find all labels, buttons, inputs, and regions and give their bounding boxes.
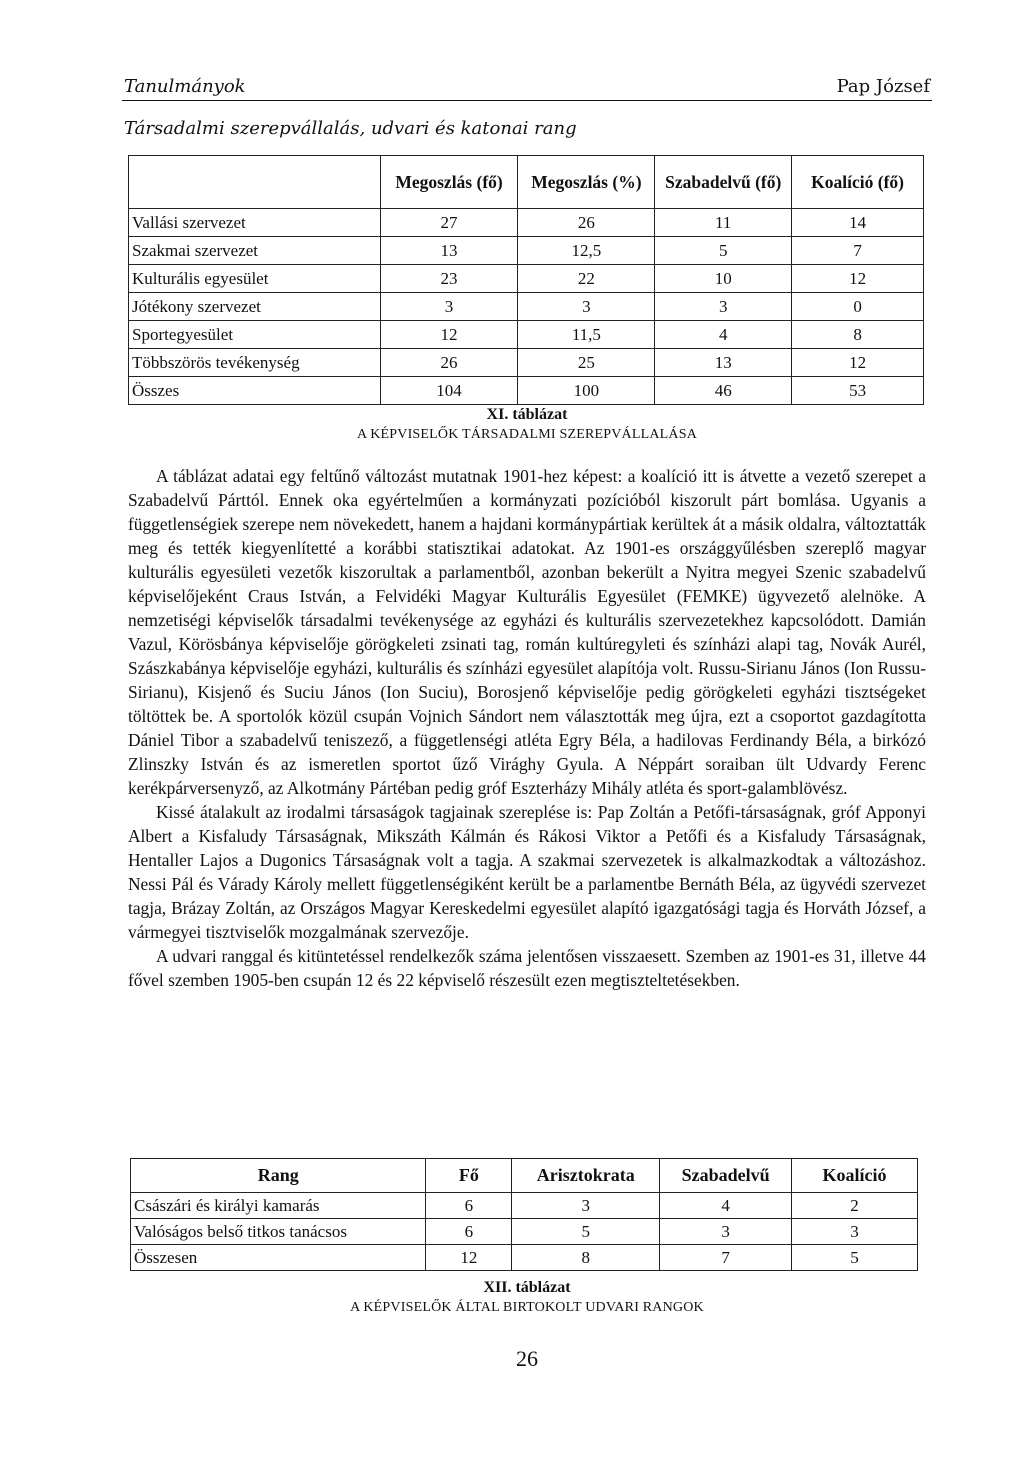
table-row <box>129 321 924 349</box>
table-row <box>129 293 924 321</box>
table-row <box>129 237 924 265</box>
table-header-cell: Megoszlás (fő) <box>380 156 518 209</box>
table-cell: 8 <box>792 321 924 349</box>
table-caption <box>122 1278 932 1318</box>
paragraph: Kissé átalakult az irodalmi társaságok tagjainak szereplése is: Pap Zoltán a Petőfi-társaságnak, gróf Apponyi Albert a Kisfaludy Társaságnak, Mikszáth Kálmán és Rákosi Viktor a Petőfi és a Kisfaludy Társaságnak, Hentaller Lajos a Dugonics Társaságnak volt a tagja. A szakmai szervezetek is alkalmazkodtak a változáshoz. Nessi Pál és Várady Károly mellett függetlenségiként került be a parlamentbe Bernáth Béla, az ügyvédi szervezet tagja, Brázay Zoltán, az Országos Magyar Kereskedelmi egyesület alapító igazgatósági tagja és Horváth József, a vármegyei tisztviselők mozgalmának szervezője. <box>128 802 926 942</box>
table-cell: Összes <box>129 377 381 405</box>
table-row <box>129 349 924 377</box>
table-caption-number: XII. táblázat <box>483 1279 571 1296</box>
table-cell: 4 <box>660 1193 792 1219</box>
table-cell: Vallási szervezet <box>129 209 381 237</box>
running-header-section: Tanulmányok <box>124 76 246 97</box>
table-cell: 104 <box>380 377 518 405</box>
table-cell: 11 <box>655 209 792 237</box>
table-cell: Kulturális egyesület <box>129 265 381 293</box>
table-cell: 46 <box>655 377 792 405</box>
table-cell: 7 <box>792 237 924 265</box>
table-cell: 3 <box>655 293 792 321</box>
table-social-roles <box>128 155 924 405</box>
table-row <box>131 1193 918 1219</box>
table-cell: 12 <box>792 265 924 293</box>
table-cell: 14 <box>792 209 924 237</box>
table-header-cell: Arisztokrata <box>512 1159 660 1193</box>
table-cell: 25 <box>518 349 655 377</box>
table-cell: 27 <box>380 209 518 237</box>
table-cell: 3 <box>380 293 518 321</box>
table-caption-number: XI. táblázat <box>486 406 568 423</box>
section-title: Társadalmi szerepvállalás, udvari és katonai rang <box>124 118 577 139</box>
table-cell: Jótékony szervezet <box>129 293 381 321</box>
table-cell: 13 <box>655 349 792 377</box>
table-cell: 12 <box>380 321 518 349</box>
table-cell: 10 <box>655 265 792 293</box>
table-cell: 3 <box>660 1219 792 1245</box>
table-cell: 26 <box>380 349 518 377</box>
table-header-cell: Megoszlás (%) <box>518 156 655 209</box>
paragraph: A táblázat adatai egy feltűnő változást mutatnak 1901-hez képest: a koalíció itt is átvette a vezető szerepet a Szabadelvű Párttól. Ennek oka egyértelműen a kormányzati pozícióból kiszorult párt bomlása. Ugyanis a függetlenségiek szerepe nem növekedett, hanem a hajdani kormánypártiak kerültek át a másik oldalra, változtatták meg és tették kiegyenlítetté a korábbi statisztikai adatokat. Az 1901-es országgyűlésben szereplő magyar kulturális egyesületi vezetők kiszorultak a parlamentből, azonban bekerült a Nyitra megyei Szenic szabadelvű képviselőjeként Craus István, a Felvidéki Magyar Kulturális Egyesület (FEMKE) ügyvezető alelnöke. A nemzetiségi képviselők társadalmi tevékenysége az egyházi és kulturális szervezetekhez kapcsolódott. Damián Vazul, Körösbánya képviselője görögkeleti zsinati tag, román kultúregyleti és színházi alapi tag, Novák Aurél, Szászkabánya képviselője egyházi, kulturális és színházi egyesület alapítója volt. Russu-Sirianu János (Ion Russu-Sirianu), Kisjenő és Suciu János (Ion Suciu), Borosjenő képviselője pedig görögkeleti egyházi tisztségeket töltöttek be. A sportolók közül csupán Vojnich Sándort nem választották meg újra, ezt a csoportot gazdagította Dániel Tibor a szabadelvű teniszező, a függetlenségi atléta Egry Béla, a hadilovas Ferdinandy Béla, a birkózó Zlinszky István és az ismeretlen sportot űző Virághy Gyula. A Néppárt soraiban ült Udvardy Ferenc kerékpárversenyző, az Alkotmány Pártéban pedig gróf Eszterházy Mihály atléta és sport-galamblövész. <box>128 466 926 798</box>
table-cell: Szakmai szervezet <box>129 237 381 265</box>
table-cell: 3 <box>518 293 655 321</box>
table-header-cell <box>129 156 381 209</box>
table-cell: 6 <box>426 1193 512 1219</box>
table-cell: Többszörös tevékenység <box>129 349 381 377</box>
table-cell: Összesen <box>131 1245 426 1271</box>
paragraph: A udvari ranggal és kitüntetéssel rendelkezők száma jelentősen visszaesett. Szemben az 1901-es 31, illetve 44 fővel szemben 1905-ben csupán 12 és 22 képviselő részesült ezen megtiszteltetésekben. <box>128 946 926 990</box>
table-cell: Valóságos belső titkos tanácsos <box>131 1219 426 1245</box>
running-header-author: Pap József <box>836 76 930 97</box>
table-row <box>129 209 924 237</box>
table-cell: 5 <box>792 1245 918 1271</box>
table-header-cell: Koalíció <box>792 1159 918 1193</box>
table-cell: 5 <box>655 237 792 265</box>
table-caption-title: A KÉPVISELŐK ÁLTAL BIRTOKOLT UDVARI RANGOK <box>350 1300 704 1315</box>
table-row-total <box>129 377 924 405</box>
table-cell: 53 <box>792 377 924 405</box>
running-header <box>122 76 932 101</box>
table-cell: 7 <box>660 1245 792 1271</box>
table-cell: 26 <box>518 209 655 237</box>
body-text <box>128 464 926 992</box>
table-header-cell: Koalíció (fő) <box>792 156 924 209</box>
table-header-cell: Rang <box>131 1159 426 1193</box>
table-cell: 13 <box>380 237 518 265</box>
table-header-cell: Szabadelvű <box>660 1159 792 1193</box>
table-caption <box>122 405 932 445</box>
table-cell: 23 <box>380 265 518 293</box>
table-cell: Császári és királyi kamarás <box>131 1193 426 1219</box>
table-cell: Sportegyesület <box>129 321 381 349</box>
table-header-cell: Szabadelvű (fő) <box>655 156 792 209</box>
table-header-row <box>131 1159 918 1193</box>
table-cell: 6 <box>426 1219 512 1245</box>
table-header-cell: Fő <box>426 1159 512 1193</box>
table-cell: 100 <box>518 377 655 405</box>
table-cell: 4 <box>655 321 792 349</box>
table-cell: 12 <box>426 1245 512 1271</box>
page-number: 26 <box>516 1346 538 1371</box>
table-cell: 12 <box>792 349 924 377</box>
table-row-total <box>131 1245 918 1271</box>
table-header-row <box>129 156 924 209</box>
table-row <box>129 265 924 293</box>
table-caption-title: A KÉPVISELŐK TÁRSADALMI SZEREPVÁLLALÁSA <box>356 427 698 442</box>
table-cell: 5 <box>512 1219 660 1245</box>
table-cell: 2 <box>792 1193 918 1219</box>
table-cell: 12,5 <box>518 237 655 265</box>
table-cell: 3 <box>512 1193 660 1219</box>
table-cell: 0 <box>792 293 924 321</box>
table-cell: 3 <box>792 1219 918 1245</box>
table-row <box>131 1219 918 1245</box>
table-cell: 11,5 <box>518 321 655 349</box>
table-cell: 22 <box>518 265 655 293</box>
table-cell: 8 <box>512 1245 660 1271</box>
table-court-ranks <box>130 1158 918 1271</box>
